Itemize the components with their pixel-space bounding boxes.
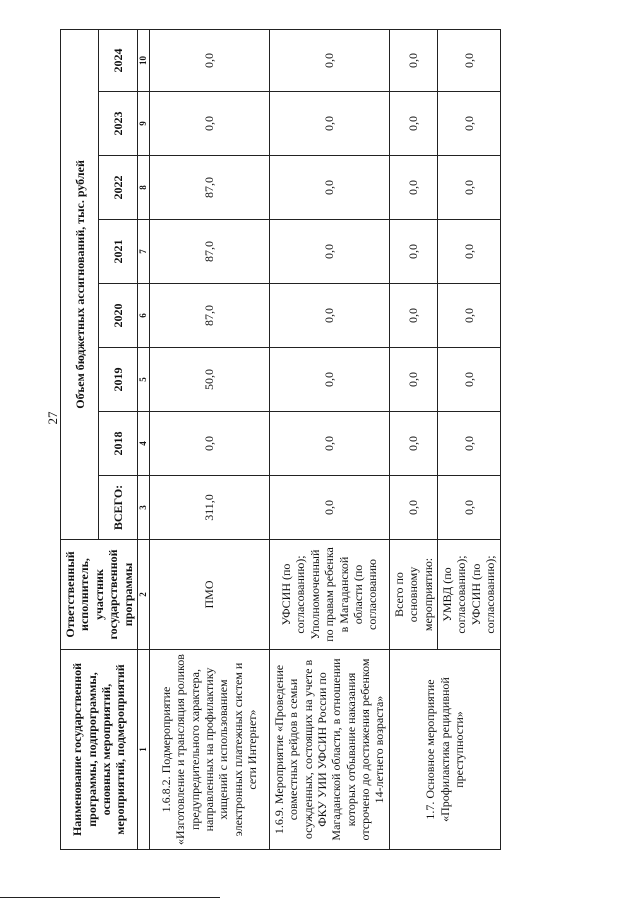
col-number: 4 (137, 412, 149, 476)
value-cell: 0,0 (389, 92, 437, 156)
col-number: 1 (137, 650, 149, 850)
header-year: 2020 (99, 284, 137, 348)
value-cell: 0,0 (389, 156, 437, 220)
col-number: 9 (137, 92, 149, 156)
header-year: 2021 (99, 220, 137, 284)
header-total: ВСЕГО: (99, 476, 137, 540)
value-cell: 0,0 (149, 412, 269, 476)
header-year: 2019 (99, 348, 137, 412)
header-year: 2018 (99, 412, 137, 476)
col-number: 10 (137, 29, 149, 91)
value-cell: 87,0 (149, 284, 269, 348)
value-cell: 0,0 (149, 29, 269, 91)
row-responsible: ПМО (149, 540, 269, 650)
value-cell: 0,0 (269, 284, 389, 348)
row-name: 1.7. Основное мероприятие «Профилактика рецидивной преступности» (389, 650, 500, 850)
value-cell: 87,0 (149, 220, 269, 284)
value-cell: 0,0 (438, 412, 501, 476)
value-cell: 0,0 (438, 29, 501, 91)
value-cell: 0,0 (389, 220, 437, 284)
col-number: 6 (137, 284, 149, 348)
row-responsible: УМВД (по согласованию); УФСИН (по согласованию); (438, 540, 501, 650)
value-cell: 311,0 (149, 476, 269, 540)
header-budget-group: Объем бюджетных ассигнований, тыс. рублей (61, 29, 99, 539)
table-row (389, 29, 437, 849)
value-cell: 0,0 (438, 156, 501, 220)
value-cell: 0,0 (269, 412, 389, 476)
footnote-divider (0, 897, 220, 898)
col-number: 3 (137, 476, 149, 540)
page-number: 27 (45, 411, 60, 425)
table-row (269, 29, 389, 849)
value-cell: 0,0 (269, 476, 389, 540)
header-year: 2024 (99, 29, 137, 91)
value-cell: 0,0 (389, 29, 437, 91)
row-name: 1.6.8.2. Подмероприятие «Изготовление и трансляция роликов предупредительного характера, направленных на профилактику хищений с использованием электронных платежных систем и сети Интернет» (149, 650, 269, 850)
header-name: Наименование государственной программы, подпрограммы, основных мероприятий, мероприятий, подмероприятий (61, 650, 138, 850)
value-cell: 0,0 (269, 220, 389, 284)
value-cell: 0,0 (438, 92, 501, 156)
value-cell: 0,0 (389, 348, 437, 412)
table-row (149, 29, 269, 849)
col-number: 5 (137, 348, 149, 412)
value-cell: 0,0 (149, 92, 269, 156)
col-number: 7 (137, 220, 149, 284)
value-cell: 50,0 (149, 348, 269, 412)
col-number: 8 (137, 156, 149, 220)
value-cell: 0,0 (389, 476, 437, 540)
budget-table (60, 29, 501, 850)
value-cell: 0,0 (438, 284, 501, 348)
header-year: 2023 (99, 92, 137, 156)
value-cell: 87,0 (149, 156, 269, 220)
value-cell: 0,0 (269, 29, 389, 91)
value-cell: 0,0 (269, 348, 389, 412)
value-cell: 0,0 (438, 220, 501, 284)
column-numbers-row (137, 29, 149, 849)
value-cell: 0,0 (438, 348, 501, 412)
row-responsible: УФСИН (по согласованию); Уполномоченный по правам ребенка в Магаданской области (по согласованию (269, 540, 389, 650)
value-cell: 0,0 (269, 92, 389, 156)
row-responsible: Всего по основному мероприятию: (389, 540, 437, 650)
value-cell: 0,0 (389, 284, 437, 348)
value-cell: 0,0 (438, 476, 501, 540)
value-cell: 0,0 (389, 412, 437, 476)
row-name: 1.6.9. Мероприятие «Проведение совместных рейдов в семьи осужденных, состоящих на учете в ФКУ УИИ УФСИН России по Магаданской области, в отношении которых отбывание наказания отсрочено до достижения ребенком 14-летнего возраста» (269, 650, 389, 850)
rotated-table-container (60, 30, 498, 850)
col-number: 2 (137, 540, 149, 650)
header-year: 2022 (99, 156, 137, 220)
header-responsible: Ответственный исполнитель, участник государственной программы (61, 540, 138, 650)
value-cell: 0,0 (269, 156, 389, 220)
